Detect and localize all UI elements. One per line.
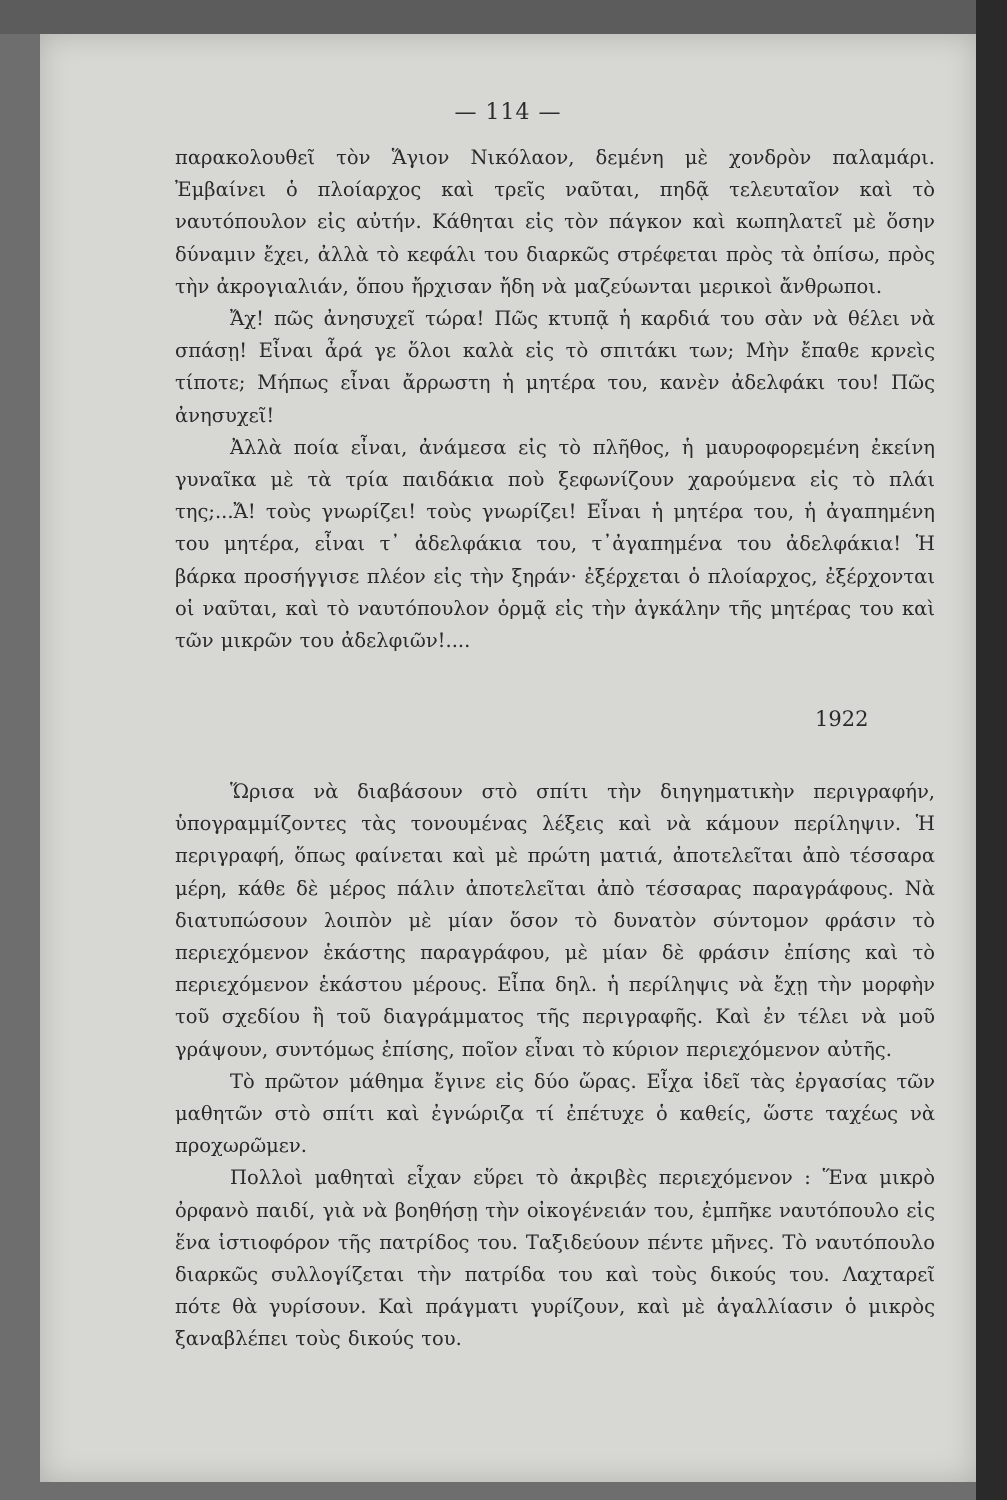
story-year: 1922 bbox=[815, 707, 869, 731]
story-excerpt bbox=[175, 142, 935, 657]
page-number: — 114 — bbox=[454, 100, 562, 125]
story-paragraph-3: Ἀλλὰ ποία εἶναι, ἀνάμεσα εἰς τὸ πλῆθος, ἡ μαυροφορεμένη ἐκείνη γυναῖκα μὲ τὰ τρία παιδάκια ποὺ ξεφωνίζουν χαρούμενα εἰς τὸ πλάι της;...Ἄ! τοὺς γνωρίζει! τοὺς γνωρίζει! Εἶναι ἡ μητέρα του, ἡ ἀγαπημένη του μητέρα, εἶναι τ᾿ ἀδελφάκια του, τ᾿ἀγαπημένα του ἀδελφάκια! Ἡ βάρκα προσήγγισε πλέον εἰς τὴν ξηράν· ἐξέρχεται ὁ πλοίαρχος, ἐξέρχονται οἱ ναῦται, καὶ τὸ ναυτόπουλον ὁρμᾷ εἰς τὴν ἀγκάλην τῆς μητέρας του καὶ τῶν μικρῶν του ἀδελφιῶν!.... bbox=[175, 435, 935, 653]
scan-top-margin bbox=[0, 0, 1007, 34]
scan-right-border bbox=[976, 0, 1007, 1500]
story-paragraph-2: Ἄχ! πῶς ἀνησυχεῖ τώρα! Πῶς κτυπᾷ ἡ καρδιά του σὰν νὰ θέλει νὰ σπάσῃ! Εἶναι ἆρά γε ὅλοι καλὰ εἰς τὸ σπιτάκι των; Μὴν ἔπαθε κρνεὶς τίποτε; Μήπως εἶναι ἄρρωστη ἡ μητέρα του, κανὲν ἀδελφάκι του! Πῶς ἀνησυχεῖ! bbox=[175, 307, 935, 427]
teacher-commentary bbox=[175, 776, 935, 1356]
commentary-paragraph-3: Πολλοὶ μαθηταὶ εἶχαν εὕρει τὸ ἀκριβὲς περιεχόμενον : Ἕνα μικρὸ ὀρφανὸ παιδί, γιὰ νὰ βοηθήσῃ τὴν οἰκογένειάν του, ἐμπῆκε ναυτόπουλο εἰς ἕνα ἱστιοφόρον τῆς πατρίδος του. Ταξιδεύουν πέντε μῆνες. Τὸ ναυτόπουλο διαρκῶς συλλογίζεται τὴν πατρίδα του καὶ τοὺς δικούς του. Λαχταρεῖ πότε θὰ γυρίσουν. Καὶ πράγματι γυρίζουν, καὶ μὲ ἀγαλλίασιν ὁ μικρὸς ξαναβλέπει τοὺς δικούς του. bbox=[175, 1166, 935, 1351]
commentary-paragraph-2: Τὸ πρῶτον μάθημα ἔγινε εἰς δύο ὥρας. Εἶχα ἰδεῖ τὰς ἐργασίας τῶν μαθητῶν στὸ σπίτι καὶ ἐγνώριζα τί ἐπέτυχε ὁ καθείς, ὥστε ταχέως νὰ προχωρῶμεν. bbox=[175, 1069, 935, 1158]
story-paragraph-1: παρακολουθεῖ τὸν Ἅγιον Νικόλαον, δεμένη μὲ χονδρὸν παλαμάρι. Ἐμβαίνει ὁ πλοίαρχος καὶ τρεῖς ναῦται, πηδᾷ τελευταῖον καὶ τὸ ναυτόπουλον εἰς αὐτήν. Κάθηται εἰς τὸν πάγκον καὶ κωπηλατεῖ μὲ ὅσην δύναμιν ἔχει, ἀλλὰ τὸ κεφάλι του διαρκῶς στρέφεται πρὸς τὰ ὀπίσω, πρὸς τὴν ἀκρογιαλιάν, ὅπου ἤρχισαν ἤδη νὰ μαζεύωνται μερικοὶ ἄνθρωποι. bbox=[175, 146, 935, 298]
book-page bbox=[40, 34, 976, 1482]
commentary-paragraph-1: Ὥρισα νὰ διαβάσουν στὸ σπίτι τὴν διηγηματικὴν περιγραφήν, ὑπογραμμίζοντες τὰς τονουμένας λέξεις καὶ νὰ κάμουν περίληψιν. Ἡ περιγραφή, ὅπως φαίνεται καὶ μὲ πρώτη ματιά, ἀποτελεῖται ἀπὸ τέσσαρα μέρη, κάθε δὲ μέρος πάλιν ἀποτελεῖται ἀπὸ τέσσαρας παραγράφους. Νὰ διατυπώσουν λοιπὸν μὲ μίαν ὅσον τὸ δυνατὸν σύντομον φράσιν τὸ περιεχόμενον ἑκάστης παραγράφου, μὲ μίαν δὲ φράσιν ἐπίσης καὶ τὸ περιεχόμενον ἑκάστου μέρους. Εἶπα δηλ. ἡ περίληψις νὰ ἔχῃ τὴν μορφὴν τοῦ σχεδίου ἢ τοῦ διαγράμματος τῆς περιγραφῆς. Καὶ ἐν τέλει νὰ μοῦ γράψουν, συντόμως ἐπίσης, ποῖον εἶναι τὸ κύριον περιεχόμενον αὐτῆς. bbox=[175, 780, 935, 1061]
